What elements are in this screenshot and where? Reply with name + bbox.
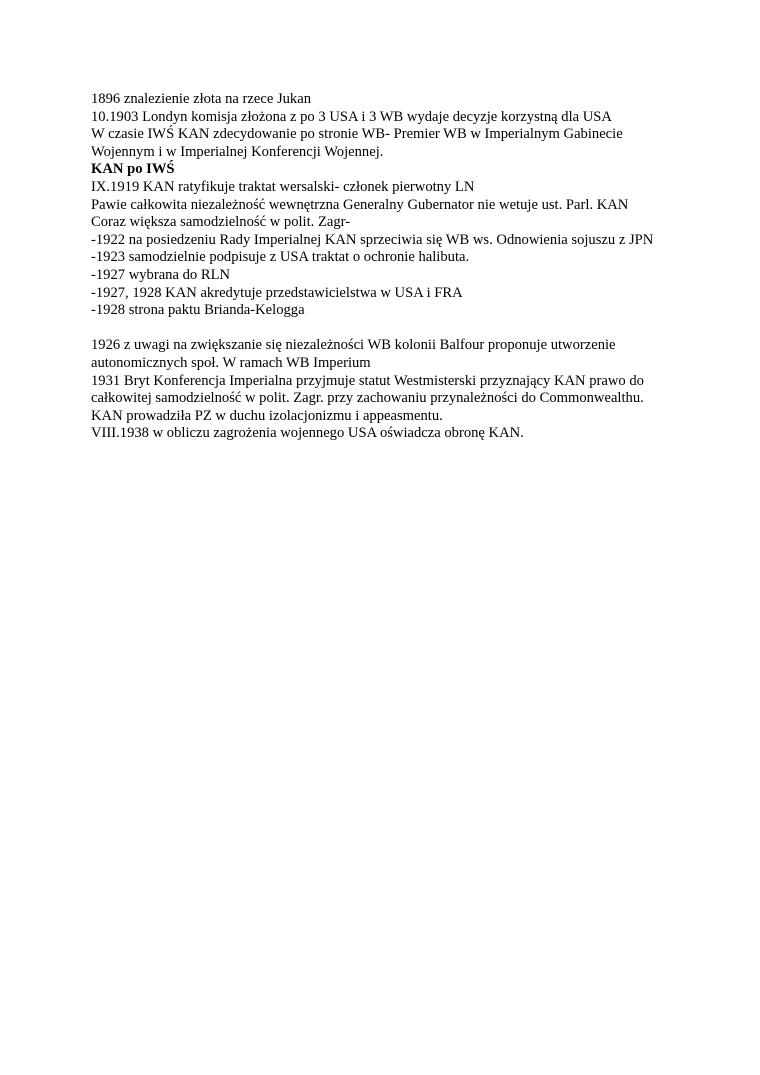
list-item-1922: -1922 na posiedzeniu Rady Imperialnej KAN sprzeciwia się WB ws. Odnowienia sojuszu z JPN [91,231,654,248]
paragraph-1938: VIII.1938 w obliczu zagrożenia wojennego USA oświadcza obronę KAN. [91,425,524,442]
paragraph-independence: Pawie całkowita niezależność wewnętrzna Generalny Gubernator nie wetuje ust. Parl. KAN [91,196,629,213]
paragraph-london-commission: 10.1903 Londyn komisja złożona z po 3 USA i 3 WB wydaje decyzje korzystną dla USA [91,108,612,125]
document-page [91,91,671,443]
list-item-1927-rln: -1927 wybrana do RLN [91,266,231,283]
list-item-1927-1928: -1927, 1928 KAN akredytuje przedstawicielstwa w USA i FRA [91,284,463,301]
list-item-1928: -1928 strona paktu Brianda-Kelogga [91,302,305,319]
paragraph-yukon-gold: 1896 znalezienie złota na rzece Jukan [91,91,312,107]
list-item-1923: -1923 samodzielnie podpisuje z USA traktat o ochronie halibuta. [91,249,470,266]
paragraph-ww1-kan: W czasie IWŚ KAN zdecydowanie po stronie WB- Premier WB w Imperialnym Gabinecie Wojennym i w Imperialnej Konferencji Wojennej. [91,126,623,160]
paragraph-isolationism: KAN prowadziła PZ w duchu izolacjonizmu i appeasmentu. [91,407,443,424]
paragraph-foreign-policy: Coraz większa samodzielność w polit. Zagr- [91,214,351,231]
paragraph-balfour: 1926 z uwagi na zwiększanie się niezależności WB kolonii Balfour proponuje utworzenie autonomicznych społ. W ramach WB Imperium [91,337,616,371]
paragraph-westminster: 1931 Bryt Konferencja Imperialna przyjmuje statut Westmisterski przyznający KAN prawo do całkowitej samodzielność w polit. Zagr. przy zachowaniu przynależności do Commonwealthu. [91,372,644,407]
blank-line [91,320,671,338]
paragraph-versailles: IX.1919 KAN ratyfikuje traktat wersalski- członek pierwotny LN [91,178,475,195]
section-heading-kan-after-ww1: KAN po IWŚ [91,161,175,178]
